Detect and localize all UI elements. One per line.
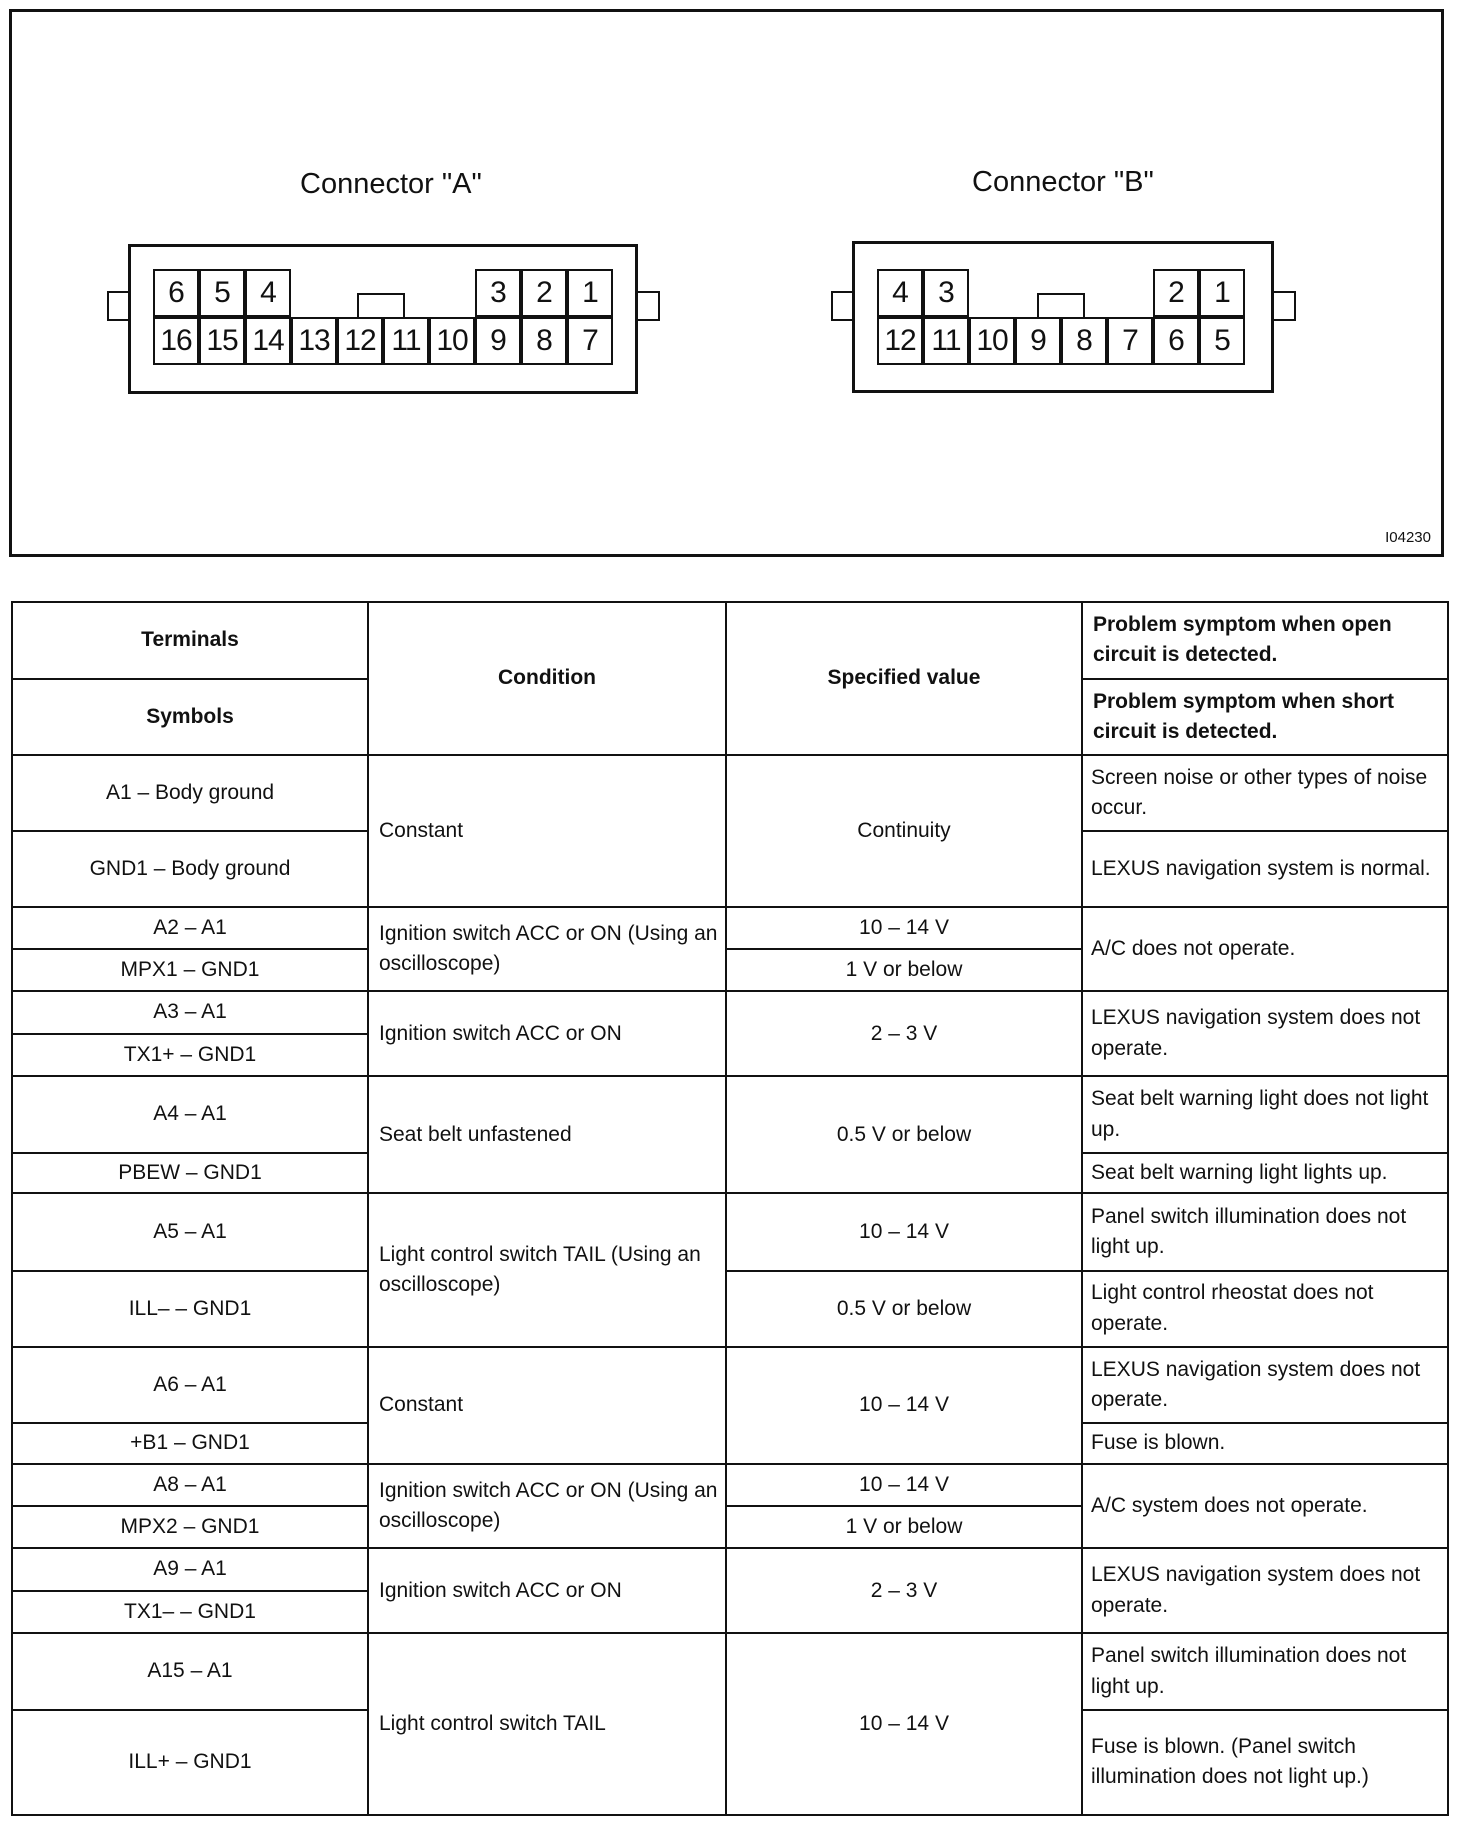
symbol-cell: TX1– – GND1 [12,1591,368,1633]
symbol-cell: ILL+ – GND1 [12,1710,368,1815]
table-row [12,1193,1448,1271]
symptom-cell: A/C system does not operate. [1082,1464,1448,1549]
symptom-short-cell: Fuse is blown. (Panel switch illumination does not light up.) [1082,1710,1448,1815]
table-row [12,1464,1448,1506]
symbol-cell: ILL– – GND1 [12,1271,368,1347]
symptom-cell: LEXUS navigation system does not operate. [1082,1548,1448,1633]
connector-a-pin: 15 [199,317,245,365]
terminal-cell: A5 – A1 [12,1193,368,1271]
terminal-cell: A6 – A1 [12,1347,368,1424]
value-cell: 2 – 3 V [726,1548,1082,1633]
connector-a-pin: 14 [245,317,291,365]
connector-diagram [9,9,1444,557]
terminal-cell: A8 – A1 [12,1464,368,1506]
condition-cell: Ignition switch ACC or ON [368,1548,726,1633]
table-row [12,907,1448,949]
symbol-cell: TX1+ – GND1 [12,1034,368,1076]
value-cell: 2 – 3 V [726,991,1082,1076]
table-row [12,1548,1448,1590]
connector-b-pin: 7 [1107,317,1153,365]
header-condition: Condition [368,602,726,755]
table-row [12,755,1448,831]
symptom-open-cell: Panel switch illumination does not light up. [1082,1193,1448,1271]
condition-cell: Light control switch TAIL [368,1633,726,1815]
value-cell: 10 – 14 V [726,1464,1082,1506]
symbol-cell: MPX1 – GND1 [12,949,368,991]
connector-b-pin: 12 [877,317,923,365]
connector-a-pin: 13 [291,317,337,365]
condition-cell: Constant [368,1347,726,1464]
connector-a-pin: 8 [521,317,567,365]
value-cell: Continuity [726,755,1082,906]
value-cell: 10 – 14 V [726,1193,1082,1271]
terminal-cell: A9 – A1 [12,1548,368,1590]
connector-a-pin: 9 [475,317,521,365]
symbol-cell: +B1 – GND1 [12,1423,368,1463]
value-cell: 10 – 14 V [726,1347,1082,1464]
symptom-short-cell: Fuse is blown. [1082,1423,1448,1463]
value-cell: 0.5 V or below [726,1271,1082,1347]
connector-b-pin: 9 [1015,317,1061,365]
condition-cell: Constant [368,755,726,906]
connector-b-pin: 6 [1153,317,1199,365]
header-symptom-short: Problem symptom when short circuit is detected. [1082,679,1448,756]
symptom-short-cell: Seat belt warning light lights up. [1082,1153,1448,1193]
terminal-spec-table [11,601,1449,1816]
header-symptom-open: Problem symptom when open circuit is detected. [1082,602,1448,679]
connector-b-lock [1037,293,1085,317]
value-cell: 1 V or below [726,1506,1082,1548]
header-specified-value: Specified value [726,602,1082,755]
symptom-cell: A/C does not operate. [1082,907,1448,992]
connector-b-pin: 11 [923,317,969,365]
connector-a-pin: 11 [383,317,429,365]
connector-a-right-tab [635,291,660,321]
connector-b-pin: 8 [1061,317,1107,365]
connector-b-title: Connector "B" [972,166,1154,198]
connector-a-title: Connector "A" [300,168,482,200]
symptom-open-cell: Screen noise or other types of noise occur. [1082,755,1448,831]
table-row [12,1076,1448,1153]
symptom-cell: LEXUS navigation system does not operate. [1082,991,1448,1076]
symptom-open-cell: Panel switch illumination does not light up. [1082,1633,1448,1710]
condition-cell: Light control switch TAIL (Using an oscilloscope) [368,1193,726,1346]
symptom-short-cell: Light control rheostat does not operate. [1082,1271,1448,1347]
symbol-cell: GND1 – Body ground [12,831,368,907]
header-symbols: Symbols [12,679,368,756]
connector-a-pin: 7 [567,317,613,365]
connector-b-pin: 3 [923,269,969,317]
symptom-short-cell: LEXUS navigation system is normal. [1082,831,1448,907]
connector-a-pin: 1 [567,269,613,317]
value-cell: 1 V or below [726,949,1082,991]
terminal-cell: A4 – A1 [12,1076,368,1153]
symptom-open-cell: Seat belt warning light does not light up. [1082,1076,1448,1153]
table-row [12,1347,1448,1424]
table-row [12,991,1448,1033]
terminal-cell: A2 – A1 [12,907,368,949]
connector-b-pin: 4 [877,269,923,317]
connector-b-pin: 2 [1153,269,1199,317]
symbol-cell: MPX2 – GND1 [12,1506,368,1548]
condition-cell: Ignition switch ACC or ON (Using an oscilloscope) [368,1464,726,1549]
value-cell: 0.5 V or below [726,1076,1082,1193]
connector-b-pin: 10 [969,317,1015,365]
symbol-cell: PBEW – GND1 [12,1153,368,1193]
connector-a-pin: 10 [429,317,475,365]
connector-a-pin: 16 [153,317,199,365]
connector-a-pin: 4 [245,269,291,317]
terminal-cell: A3 – A1 [12,991,368,1033]
header-terminals: Terminals [12,602,368,679]
figure-id: I04230 [1385,529,1431,546]
table-row [12,1271,1448,1347]
connector-a-pin: 3 [475,269,521,317]
connector-a-pin: 5 [199,269,245,317]
condition-cell: Seat belt unfastened [368,1076,726,1193]
value-cell: 10 – 14 V [726,907,1082,949]
table-row [12,1633,1448,1710]
connector-b-pin: 1 [1199,269,1245,317]
terminal-cell: A1 – Body ground [12,755,368,831]
connector-a-lock [357,293,405,317]
connector-a-pin: 12 [337,317,383,365]
connector-b-pin: 5 [1199,317,1245,365]
connector-a-pin: 6 [153,269,199,317]
connector-a-pin: 2 [521,269,567,317]
value-cell: 10 – 14 V [726,1633,1082,1815]
connector-b-right-tab [1271,291,1296,321]
condition-cell: Ignition switch ACC or ON (Using an oscilloscope) [368,907,726,992]
symptom-open-cell: LEXUS navigation system does not operate. [1082,1347,1448,1424]
terminal-cell: A15 – A1 [12,1633,368,1710]
condition-cell: Ignition switch ACC or ON [368,991,726,1076]
